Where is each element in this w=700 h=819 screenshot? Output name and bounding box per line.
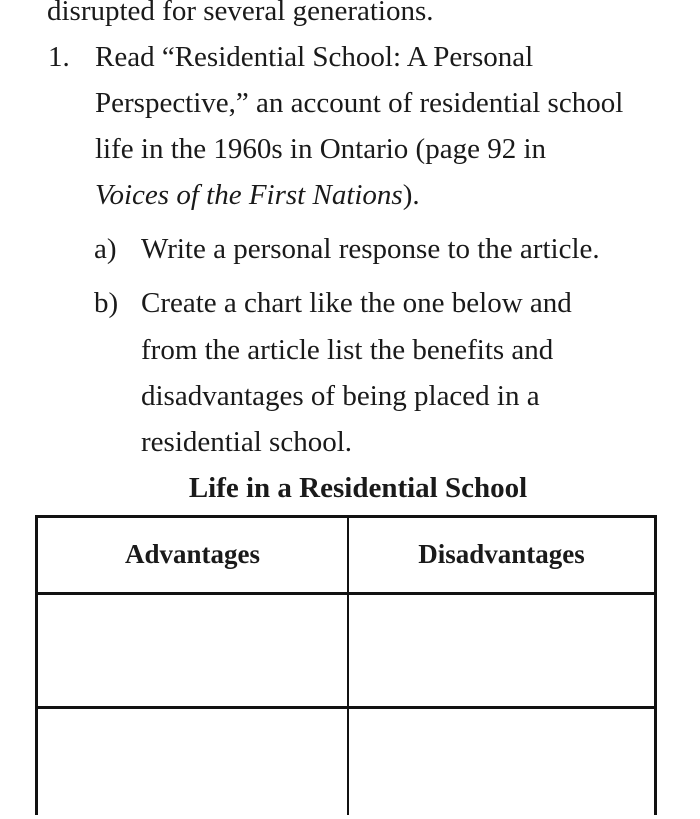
book-title: Voices of the First Nations (95, 179, 403, 211)
task-b-line-1: Create a chart like the one below and (141, 287, 572, 319)
question-line-4 (95, 178, 420, 212)
task-b-line-4: residential school. (141, 426, 353, 458)
book-title-suffix: ). (402, 179, 420, 211)
advantages-disadvantages-table (35, 515, 657, 815)
question-number: 1. (48, 41, 70, 73)
task-a-line-1: Write a personal response to the article. (141, 233, 600, 265)
row-2-disadvantages-cell[interactable] (349, 709, 654, 819)
intro-line: disrupted for several generations. (47, 0, 434, 27)
table-caption: Life in a Residential School (188, 472, 528, 504)
row-2-advantages-cell[interactable] (38, 709, 347, 819)
header-advantages: Advantages (124, 539, 260, 569)
task-b-label: b) (94, 287, 119, 319)
question-line-3: life in the 1960s in Ontario (page 92 in (95, 133, 547, 165)
header-disadvantages: Disadvantages (418, 539, 585, 569)
row-1-advantages-cell[interactable] (38, 595, 347, 706)
row-1-disadvantages-cell[interactable] (349, 595, 654, 706)
task-b-line-2: from the article list the benefits and (141, 334, 554, 366)
task-a-label: a) (94, 233, 117, 265)
task-b-line-3: disadvantages of being placed in a (141, 380, 540, 412)
question-line-1: Read “Residential School: A Personal (95, 41, 534, 73)
question-line-2: Perspective,” an account of residential school (95, 87, 624, 119)
